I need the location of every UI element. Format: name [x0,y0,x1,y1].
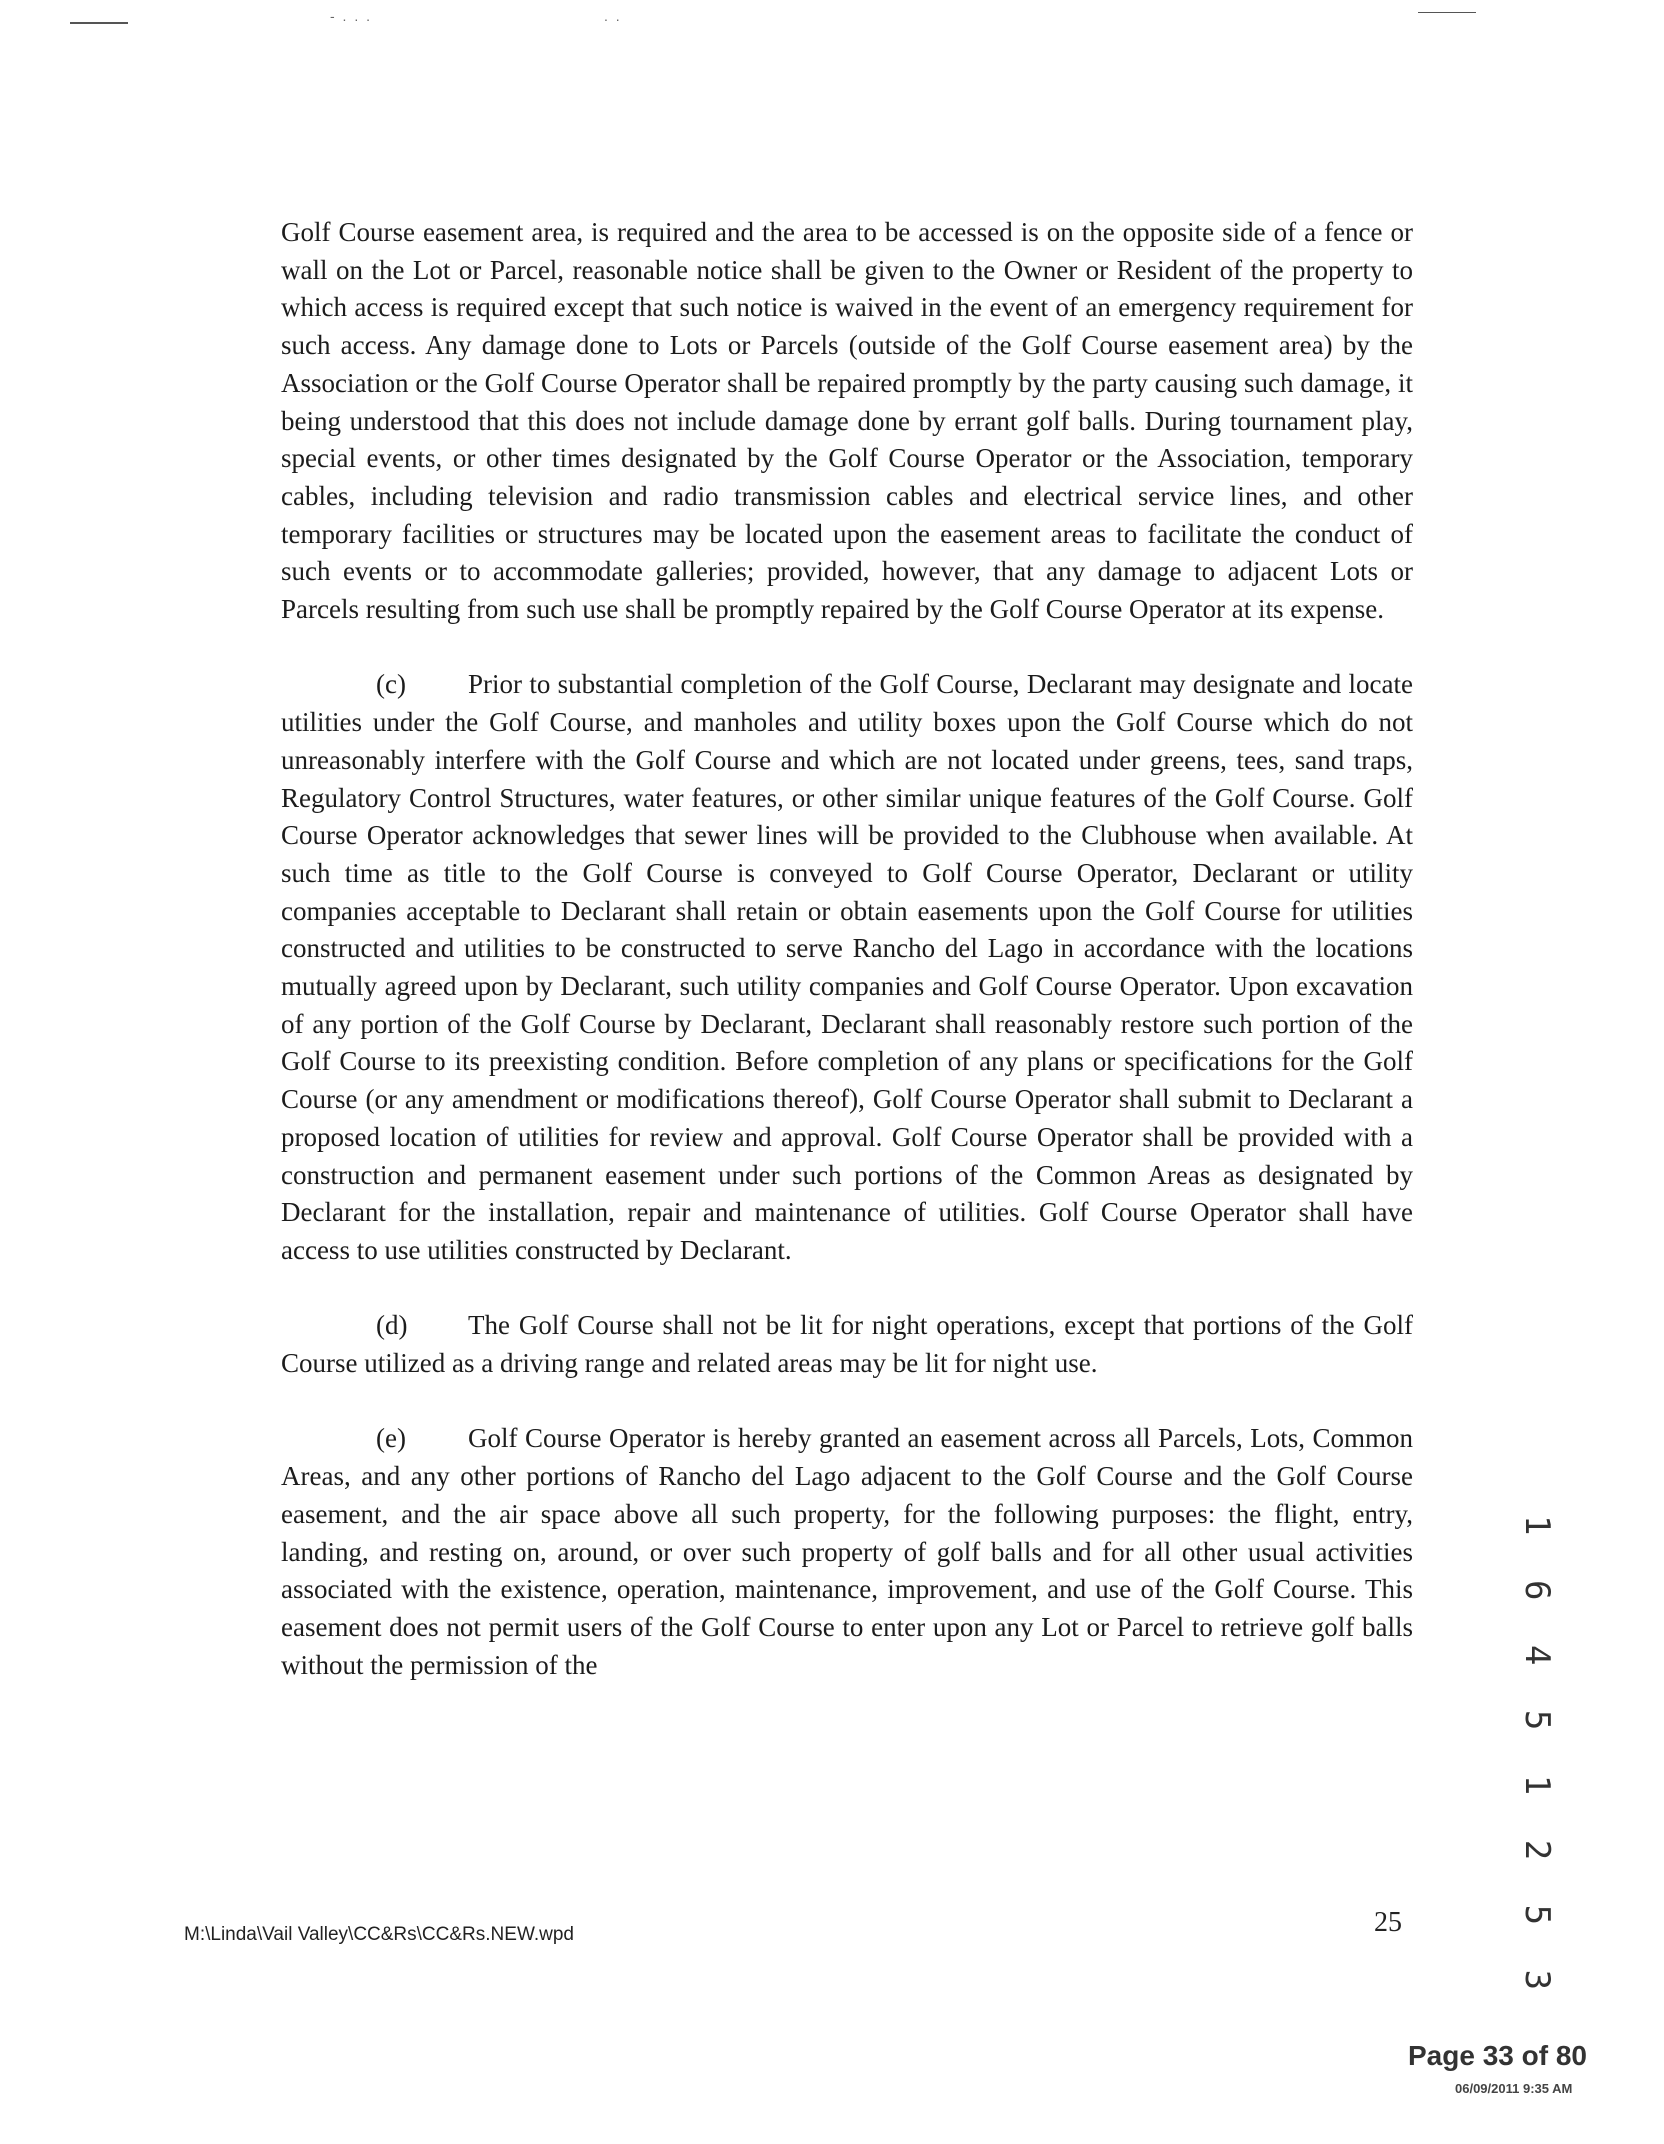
recording-number-stamp [1517,1515,1567,2003]
scan-mark-left [70,22,128,24]
scan-dots-center: . . [604,8,622,24]
recording-datetime-stamp: 06/09/2011 9:35 AM [1455,2081,1573,2096]
page-of-stamp: Page 33 of 80 [1408,2040,1587,2071]
paragraph-c [281,666,1413,1269]
paragraph-c-text: Prior to substantial completion of the Golf Course, Declarant may designate and locate utilities under the Golf Course, and manholes and utility boxes upon the Golf Course which do not unreasonably interfere with the Golf Course and which are not located under greens, tees, sand traps, Regulatory Control Structures, water features, or other similar unique features of the Golf Course. Golf Course Operator acknowledges that sewer lines will be provided to the Clubhouse when available. At such time as title to the Golf Course is conveyed to Golf Course Operator, Declarant or utility companies acceptable to Declarant shall retain or obtain easements upon the Golf Course for utilities constructed and utilities to be constructed to serve Rancho del Lago in accordance with the locations mutually agreed upon by Declarant, such utility companies and Golf Course Operator. Upon excavation of any portion of the Golf Course by Declarant, Declarant shall reasonably restore such portion of the Golf Course to its preexisting condition. Before completion of any plans or specifications for the Golf Course (or any amendment or modifications thereof), Golf Course Operator shall submit to Declarant a proposed location of utilities for review and approval. Golf Course Operator shall be provided with a construction and permanent easement under such portions of the Common Areas as designated by Declarant for the installation, repair and maintenance of utilities. Golf Course Operator shall have access to use utilities constructed by Declarant. [281,669,1413,1265]
paragraph-c-label: (c) [376,669,406,700]
paragraph-d-label: (d) [376,1310,408,1341]
paragraph-e-text: Golf Course Operator is hereby granted an easement across all Parcels, Lots, Common Areas, and any other portions of Rancho del Lago adjacent to the Golf Course and the Golf Course easement, and the air space above all such property, for the following purposes: the flight, entry, landing, and resting on, around, or over such property of golf balls and for all other usual activities associated with the existence, operation, maintenance, improvement, and use of the Golf Course. This easement does not permit users of the Golf Course to enter upon any Lot or Parcel to retrieve golf balls without the permission of the [281,1423,1413,1680]
document-body [281,214,1413,1684]
paragraph-d [281,1307,1413,1382]
scan-mark-right [1418,12,1476,13]
footer-page-number: 25 [1374,1907,1402,1938]
scan-dots-left: - . . . [330,8,372,24]
paragraph-d-text: The Golf Course shall not be lit for night operations, except that portions of the Golf Course utilized as a driving range and related areas may be lit for night use. [281,1310,1413,1379]
paragraph-continued: Golf Course easement area, is required and the area to be accessed is on the opposite side of a fence or wall on the Lot or Parcel, reasonable notice shall be given to the Owner or Resident of the property to which access is required except that such notice is waived in the event of an emergency requirement for such access. Any damage done to Lots or Parcels (outside of the Golf Course easement area) by the Association or the Golf Course Operator shall be repaired promptly by the party causing such damage, it being understood that this does not include damage done by errant golf balls. During tournament play, special events, or other times designated by the Golf Course Operator or the Association, temporary cables, including television and radio transmission cables and electrical service lines, and other temporary facilities or structures may be located upon the easement areas to facilitate the conduct of such events or to accommodate galleries; provided, however, that any damage to adjacent Lots or Parcels resulting from such use shall be promptly repaired by the Golf Course Operator at its expense. [281,217,1413,625]
recording-number-text: 1 6 4 5 1 2 5 3 [1517,1515,1557,2003]
paragraph-e [281,1420,1413,1684]
paragraph-e-label: (e) [376,1423,406,1454]
footer-file-path: M:\Linda\Vail Valley\CC&Rs\CC&Rs.NEW.wpd [184,1924,574,1945]
